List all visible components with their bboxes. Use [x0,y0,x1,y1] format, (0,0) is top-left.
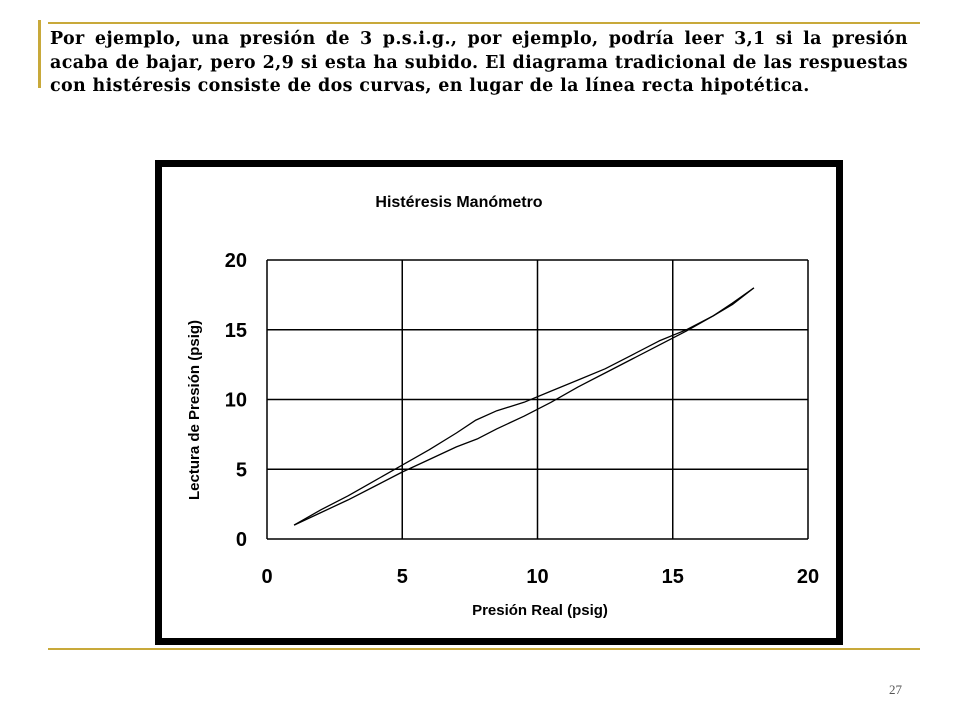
chart-title: Histéresis Manómetro [375,194,543,211]
accent-bottom-rule [48,648,920,650]
x-axis-label: Presión Real (psig) [472,602,608,619]
accent-vertical-line [38,20,41,88]
y-tick-label: 20 [224,250,247,272]
page-number: 27 [889,682,902,697]
series-layer [294,288,754,525]
accent-top-rule [48,22,920,24]
series-line-1 [294,288,754,525]
y-tick-label: 15 [224,319,247,342]
x-tick-label: 20 [796,566,820,588]
x-tick-label: 10 [526,566,549,588]
x-tick-label: 5 [396,566,408,588]
x-tick-label: 0 [261,566,273,588]
chart-frame [155,160,843,645]
grid [267,260,808,539]
series-line-2 [294,288,754,525]
y-axis-label: Lectura de Presión (psig) [186,319,203,501]
y-tick-label: 0 [235,529,247,551]
hysteresis-chart [162,167,836,638]
body-paragraph: Por ejemplo, una presión de 3 p.s.i.g., por ejemplo, podría leer 3,1 si la presión acaba de bajar, pero 2,9 si esta ha subido. El diagrama tradicional de las respuestas con histéresis consiste de dos curvas, en lugar de la línea recta hipotética. [50,29,908,96]
y-tick-label: 5 [235,459,247,482]
x-tick-label: 15 [661,566,684,588]
tick-labels [225,250,819,588]
y-tick-label: 10 [224,389,247,412]
